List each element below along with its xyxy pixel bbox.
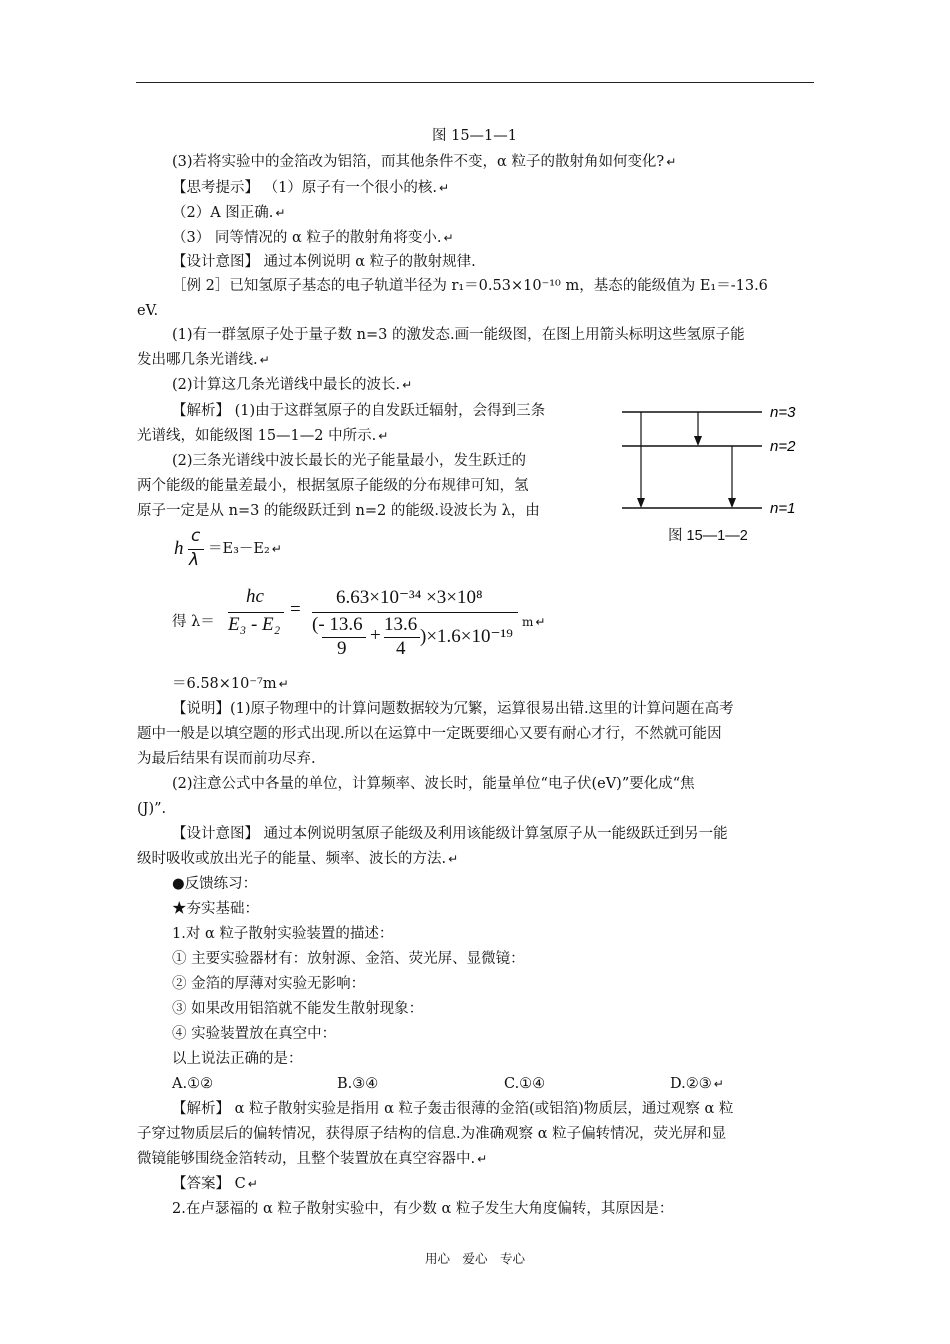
hint-1 bbox=[172, 178, 449, 198]
eq1-h: h bbox=[174, 538, 184, 559]
q1-line2-text: 发出哪几条光谱线. bbox=[137, 352, 258, 368]
label-n1: n=1 bbox=[770, 500, 796, 517]
design-intent-2a: 【设计意图】 通过本例说明氢原子能级及利用该能级计算氢原子从一能级跃迁到另一能 bbox=[172, 826, 728, 842]
eq1-rhs bbox=[208, 539, 282, 559]
paragraph-mark-icon: ↵ bbox=[666, 155, 677, 169]
problem-1-question: 1.对 α 粒子散射实验装置的描述： bbox=[172, 926, 394, 942]
choice-b: B.③④ bbox=[337, 1076, 379, 1092]
feedback-heading: ●反馈练习： bbox=[172, 876, 258, 892]
problem-2-question: 2.在卢瑟福的 α 粒子散射实验中，有少数 α 粒子发生大角度偏转，其原因是： bbox=[172, 1201, 674, 1217]
note-line-2: 题中一般是以填空题的形式出现.所以在运算中一定既要细心又要有耐心才行，不然就可能因 bbox=[137, 726, 722, 742]
hint-3 bbox=[172, 228, 454, 248]
paragraph-mark-icon: ↵ bbox=[448, 852, 459, 866]
eq2-equals: = bbox=[290, 599, 301, 620]
eq2-prefix: 得 λ＝ bbox=[172, 614, 215, 630]
design-intent-1: 【设计意图】 通过本例说明 α 粒子的散射规律. bbox=[172, 254, 476, 270]
eq2-unit bbox=[522, 612, 545, 632]
hint-2 bbox=[172, 203, 285, 223]
paragraph-mark-icon: ↵ bbox=[713, 1077, 724, 1091]
label-n3: n=3 bbox=[770, 404, 796, 421]
hint-2-text: （2）A 图正确. bbox=[172, 205, 274, 221]
solution-line-3: (2)三条光谱线中波长最长的光子能量最小，发生跃迁的 bbox=[172, 453, 527, 469]
note-line-3: 为最后结果有误而前功尽弃. bbox=[137, 751, 316, 767]
example-2-line-2: eV. bbox=[137, 303, 159, 319]
solution-line-2 bbox=[137, 426, 388, 446]
eq2-fraction-bar-1 bbox=[228, 612, 284, 613]
result-text: ＝6.58×10⁻⁷m bbox=[172, 676, 277, 692]
example-2-q2 bbox=[172, 375, 412, 395]
hint-1-text: 【思考提示】 （1）原子有一个很小的核. bbox=[172, 180, 437, 196]
paragraph-mark-icon: ↵ bbox=[443, 231, 454, 245]
paragraph-mark-icon: ↵ bbox=[477, 1152, 488, 1166]
example-2-q1-line-2 bbox=[137, 350, 270, 370]
eq2-den-b-4: 4 bbox=[396, 638, 406, 659]
eq2-den-b: 13.6 bbox=[384, 614, 418, 635]
label-n2: n=2 bbox=[770, 438, 796, 455]
problem-1-option-2: ② 金箔的厚薄对实验无影响： bbox=[172, 976, 366, 992]
problem-1-option-3: ③ 如果改用铝箔就不能发生散射现象： bbox=[172, 1001, 424, 1017]
problem-1-solution-2: 子穿过物质层后的偏转情况，获得原子结构的信息.为准确观察 α 粒子偏转情况，荧光屏和显 bbox=[137, 1126, 727, 1142]
example-2-q1-line-1: (1)有一群氢原子处于量子数 n=3 的激发态.画一能级图，在图上用箭头标明这些氢原子能 bbox=[172, 327, 745, 343]
paragraph-mark-icon: ↵ bbox=[259, 353, 270, 367]
problem-1-option-1: ① 主要实验器材有：放射源、金箔、荧光屏、显微镜： bbox=[172, 951, 525, 967]
design-2b-text: 级时吸收或放出光子的能量、频率、波长的方法. bbox=[137, 851, 447, 867]
eq2-den-a: (- 13.6 bbox=[312, 614, 363, 635]
note-line-1: 【说明】(1)原子物理中的计算问题数据较为冗繁，运算很易出错.这里的计算问题在高考 bbox=[172, 701, 734, 717]
sol-3-text: 微镜能够围绕金箔转动，且整个装置放在真空容器中. bbox=[137, 1151, 476, 1167]
paragraph-mark-icon: ↵ bbox=[535, 615, 546, 629]
paragraph-mark-icon: ↵ bbox=[275, 206, 286, 220]
figure-caption-15-1-1: 图 15—1—1 bbox=[432, 128, 518, 144]
header-rule bbox=[136, 82, 814, 83]
eq2-unit-text: m bbox=[522, 615, 534, 629]
page-footer: 用心 爱心 专心 bbox=[424, 1251, 525, 1266]
choice-c: C.①④ bbox=[504, 1076, 546, 1092]
problem-1-solution-3 bbox=[137, 1149, 487, 1169]
solution-line-1: 【解析】 (1)由于这群氢原子的自发跃迁辐射，会得到三条 bbox=[172, 403, 546, 419]
eq1-rhs-text: ＝E₃－E₂ bbox=[208, 541, 270, 557]
solution-line-5: 原子一定是从 n=3 的能级跃迁到 n=2 的能级.设波长为 λ，由 bbox=[137, 503, 540, 519]
eq2-e3-e2: E₃ - E₂ bbox=[228, 614, 281, 635]
arrow-head-2-to-1 bbox=[728, 498, 736, 508]
design-intent-2b bbox=[137, 849, 458, 869]
paragraph-mark-icon: ↵ bbox=[247, 1177, 258, 1191]
eq1-denominator: λ bbox=[189, 550, 200, 570]
paragraph-mark-icon: ↵ bbox=[402, 378, 413, 392]
solution-line-4: 两个能级的能量差最小，根据氢原子能级的分布规律可知，氢 bbox=[137, 478, 529, 494]
eq2-den-a-9: 9 bbox=[337, 638, 347, 659]
q2-text: (2)计算这几条光谱线中最长的波长. bbox=[172, 377, 401, 393]
paragraph-mark-icon: ↵ bbox=[271, 542, 282, 556]
eq2-plus: + bbox=[370, 625, 381, 646]
q3-text: (3)若将实验中的金箔改为铝箔，而其他条件不变，α 粒子的散射角如何变化? bbox=[172, 154, 665, 170]
hint-3-text: （3） 同等情况的 α 粒子的散射角将变小. bbox=[172, 230, 442, 246]
problem-1-answer bbox=[172, 1174, 258, 1194]
basics-heading: ★夯实基础： bbox=[172, 901, 259, 917]
eq2-fraction-bar-2 bbox=[312, 612, 518, 613]
answer-text: 【答案】 C bbox=[172, 1176, 246, 1192]
question-3-line bbox=[172, 152, 676, 172]
choice-a: A.①② bbox=[172, 1076, 214, 1092]
problem-1-ask: 以上说法正确的是： bbox=[172, 1051, 303, 1067]
choice-d-text: D.②③ bbox=[670, 1076, 712, 1092]
arrow-head-3-to-2 bbox=[694, 436, 702, 446]
result-line bbox=[172, 674, 289, 694]
choice-d bbox=[670, 1074, 724, 1094]
note-line-4: (2)注意公式中各量的单位，计算频率、波长时，能量单位“电子伏(eV)”要化成“焦 bbox=[172, 776, 695, 792]
arrow-head-3-to-1 bbox=[637, 498, 645, 508]
eq2-den-tail: )×1.6×10⁻¹⁹ bbox=[420, 626, 513, 647]
eq2-hc: hc bbox=[246, 586, 264, 607]
note-line-5: (J)”. bbox=[137, 801, 167, 817]
figure-caption-15-1-2: 图 15—1—2 bbox=[668, 528, 748, 544]
paragraph-mark-icon: ↵ bbox=[378, 429, 389, 443]
eq2-big-numerator: 6.63×10⁻³⁴ ×3×10⁸ bbox=[336, 587, 483, 608]
example-2-line-1: ［例 2］已知氢原子基态的电子轨道半径为 r₁＝0.53×10⁻¹⁰ m，基态的能级值为 E₁＝-13.6 bbox=[172, 278, 768, 294]
eq1-numerator: c bbox=[191, 526, 201, 546]
paragraph-mark-icon: ↵ bbox=[438, 181, 450, 195]
problem-1-solution-1: 【解析】 α 粒子散射实验是指用 α 粒子轰击很薄的金箔(或铝箔)物质层，通过观察 α 粒 bbox=[172, 1101, 734, 1117]
problem-1-option-4: ④ 实验装置放在真空中： bbox=[172, 1026, 337, 1042]
sol-2-text: 光谱线，如能级图 15—1—2 中所示. bbox=[137, 428, 377, 444]
paragraph-mark-icon: ↵ bbox=[278, 677, 289, 691]
